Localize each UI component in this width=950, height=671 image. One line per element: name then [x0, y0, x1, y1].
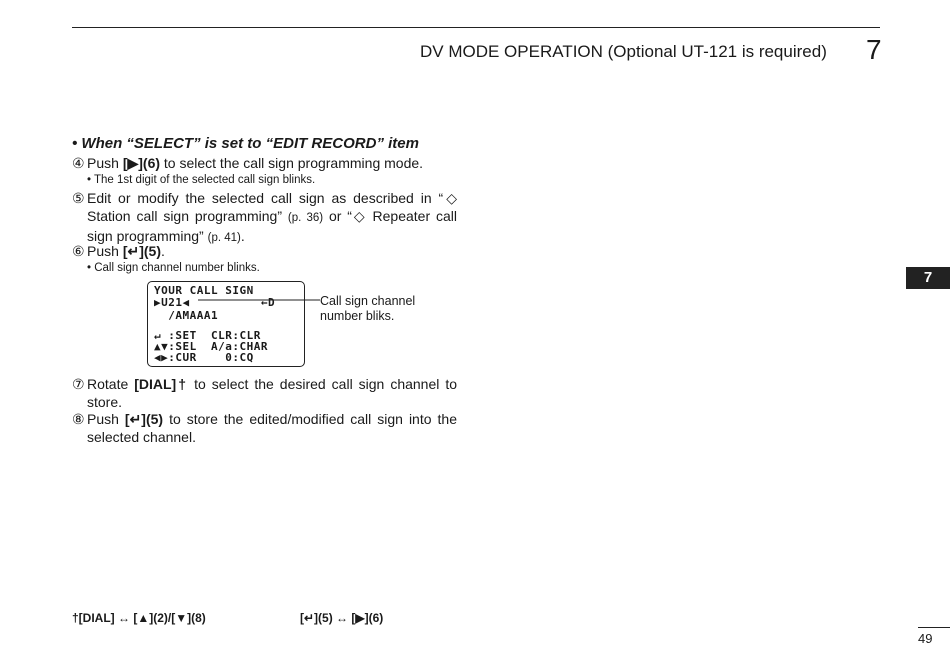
step-text: Edit or modify the selected call sign as described in “◇ Station call sign programming” — [87, 190, 457, 224]
page-reference: (p. 36) — [287, 212, 324, 224]
section-heading: • When “SELECT” is set to “EDIT RECORD” item — [72, 135, 419, 152]
page-header-title: DV MODE OPERATION (Optional UT-121 is required) — [420, 42, 827, 61]
step-text: Push — [87, 243, 123, 259]
step-text: . — [240, 228, 245, 244]
step-number: ⑥ — [72, 243, 85, 259]
step-6 — [72, 242, 457, 260]
key-label: [↵](5) — [122, 243, 161, 259]
lcd-display — [147, 281, 305, 367]
step-text: Push — [87, 411, 125, 427]
step-text: or “◇ Repeater call sign programming” — [87, 208, 457, 244]
lcd-callout-label: Call sign channel number bliks. — [320, 294, 416, 323]
chapter-number: 7 — [866, 34, 882, 65]
key-label: [▶](6) — [122, 155, 161, 171]
step-7 — [72, 375, 457, 411]
lcd-line-6: ◀▶:CUR 0:CQ — [154, 351, 254, 364]
step-4 — [72, 154, 457, 172]
footnote-dial: †[DIAL] ↔ [▲](2)/[▼](8) — [72, 611, 206, 625]
callout-leader-line — [196, 296, 320, 304]
page-number-rule — [918, 627, 950, 628]
step-text: Rotate — [87, 376, 135, 392]
lcd-line-4: ↵ :SET CLR:CLR — [154, 329, 261, 342]
step-text: to select the desired call sign channel to store. — [87, 376, 458, 410]
step-text: Push — [87, 155, 123, 171]
key-label: [DIAL]† — [134, 376, 189, 392]
step-text: to select the call sign programming mode. — [160, 155, 424, 171]
lcd-line-2: ▶U21◀ ←D — [154, 296, 276, 309]
lcd-line-1: YOUR CALL SIGN — [154, 284, 254, 297]
step-4-note: • The 1st digit of the selected call sign blinks. — [87, 174, 316, 186]
step-number: ④ — [72, 155, 85, 171]
header-rule — [72, 27, 880, 28]
step-text: to store the edited/modified call sign into the selected channel. — [87, 411, 457, 445]
step-number: ⑦ — [72, 376, 85, 392]
footnote-keys: [↵](5) ↔ [▶](6) — [300, 611, 384, 625]
step-number: ⑧ — [72, 411, 85, 427]
page-reference: (p. 41) — [207, 232, 241, 244]
lcd-line-3: /AMAAA1 — [154, 309, 219, 322]
step-6-note: • Call sign channel number blinks. — [87, 262, 260, 274]
step-5 — [72, 189, 457, 247]
step-8 — [72, 410, 457, 446]
key-label: [↵](5) — [124, 411, 164, 427]
page-number: 49 — [918, 631, 933, 646]
chapter-side-tab: 7 — [906, 267, 950, 289]
step-number: ⑤ — [72, 190, 85, 206]
step-text: . — [160, 243, 165, 259]
lcd-line-5: ▲▼:SEL A/a:CHAR — [154, 340, 268, 353]
